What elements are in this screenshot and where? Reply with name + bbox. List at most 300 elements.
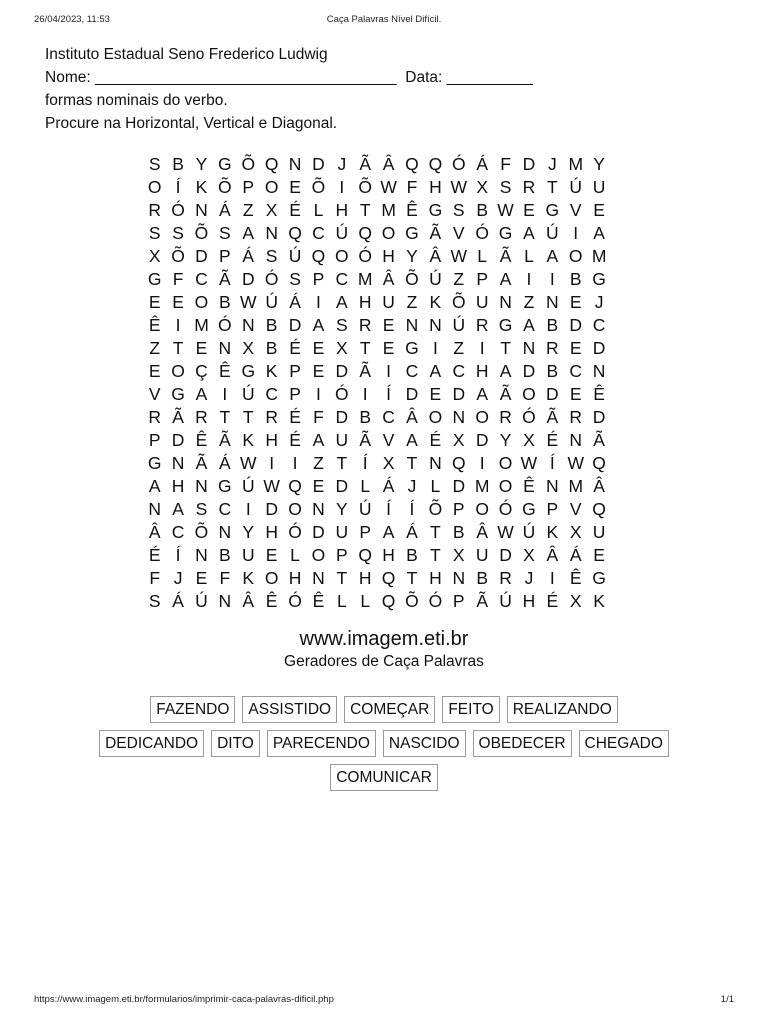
grid-letter: Y xyxy=(406,246,418,266)
grid-letter: E xyxy=(569,292,582,312)
grid-letter: Õ xyxy=(358,177,373,197)
grid-letter: Ê xyxy=(593,384,605,404)
grid-letter: Z xyxy=(523,292,535,312)
grid-letter: U xyxy=(335,522,349,542)
grid-row xyxy=(143,383,629,406)
grid-letter: É xyxy=(289,338,301,358)
grid-letter: Ó xyxy=(288,522,302,542)
grid-letter: Ó xyxy=(475,223,489,243)
site-subtitle: Geradores de Caça Palavras xyxy=(284,653,484,670)
grid-letter: Â xyxy=(406,407,418,427)
grid-letter: Ú xyxy=(522,522,536,542)
grid-letter: Ú xyxy=(241,384,255,404)
grid-letter: N xyxy=(312,568,325,588)
word-item: FEITO xyxy=(442,696,499,723)
grid-letter: Í xyxy=(549,453,555,473)
grid-letter: Y xyxy=(195,154,208,174)
grid-letter: P xyxy=(219,246,231,266)
grid-letter: C xyxy=(592,315,606,335)
grid-letter: O xyxy=(498,476,513,496)
grid-letter: G xyxy=(218,154,232,174)
grid-letter: I xyxy=(362,384,368,404)
grid-letter: P xyxy=(312,269,325,289)
grid-letter: H xyxy=(358,292,372,312)
grid-letter: Z xyxy=(406,292,418,312)
grid-letter: C xyxy=(265,384,278,404)
grid-letter: E xyxy=(148,292,161,312)
grid-letter: Â xyxy=(476,522,488,542)
grid-letter: E xyxy=(569,338,582,358)
grid-letter: Z xyxy=(242,200,254,220)
print-page-number: 1/1 xyxy=(720,994,734,1005)
grid-letter: Í xyxy=(175,545,181,565)
grid-letter: Á xyxy=(219,453,231,473)
grid-letter: A xyxy=(382,522,395,542)
grid-letter: É xyxy=(148,545,161,565)
grid-letter: I xyxy=(339,177,345,197)
grid-letter: T xyxy=(336,568,348,588)
grid-letter: A xyxy=(476,384,488,404)
grid-letter: Á xyxy=(289,292,301,312)
grid-letter: D xyxy=(592,338,606,358)
grid-letter: X xyxy=(569,522,582,542)
grid-letter: D xyxy=(288,315,302,335)
grid-letter: Ê xyxy=(195,430,208,450)
grid-letter: B xyxy=(476,568,488,588)
grid-letter: J xyxy=(524,568,534,588)
grid-letter: I xyxy=(269,453,275,473)
grid-letter: R xyxy=(546,338,559,358)
grid-letter: Ó xyxy=(288,591,302,611)
grid-row xyxy=(143,291,629,314)
grid-letter: N xyxy=(265,223,278,243)
grid-letter: G xyxy=(405,338,419,358)
grid-letter: Q xyxy=(358,223,373,243)
grid-letter: P xyxy=(148,430,161,450)
grid-letter: Q xyxy=(288,476,302,496)
grid-letter: Ã xyxy=(359,361,372,381)
grid-letter: M xyxy=(194,315,209,335)
grid-letter: Õ xyxy=(171,246,185,266)
grid-letter: Í xyxy=(386,499,392,519)
grid-letter: P xyxy=(359,522,372,542)
grid-letter: H xyxy=(429,568,442,588)
grid-letter: P xyxy=(289,361,301,381)
word-item: DITO xyxy=(211,730,260,757)
grid-row xyxy=(143,406,629,429)
grid-letter: O xyxy=(522,384,536,404)
grid-letter: L xyxy=(336,591,347,611)
grid-letter: Õ xyxy=(194,223,209,243)
grid-letter: Z xyxy=(313,453,324,473)
grid-letter: I xyxy=(573,223,579,243)
grid-letter: C xyxy=(195,269,208,289)
grid-letter: A xyxy=(172,499,184,519)
grid-letter: Ú xyxy=(288,246,302,266)
grid-letter: O xyxy=(194,292,209,312)
grid-letter: F xyxy=(406,177,418,197)
grid-letter: Õ xyxy=(428,499,443,519)
grid-letter: Ú xyxy=(195,591,208,611)
grid-letter: Q xyxy=(358,545,373,565)
grid-letter: Ó xyxy=(522,407,536,427)
grid-letter: N xyxy=(522,338,536,358)
grid-letter: G xyxy=(592,568,606,588)
grid-letter: U xyxy=(382,292,395,312)
grid-letter: Â xyxy=(382,154,395,174)
grid-letter: R xyxy=(195,407,208,427)
grid-letter: K xyxy=(195,177,208,197)
grid-letter: H xyxy=(265,430,278,450)
grid-letter: I xyxy=(526,269,532,289)
grid-letter: F xyxy=(172,269,184,289)
grid-letter: Ã xyxy=(172,407,184,427)
grid-letter: S xyxy=(289,269,301,289)
grid-letter: Z xyxy=(453,269,465,289)
grid-letter: S xyxy=(148,223,161,243)
grid-letter: H xyxy=(382,545,395,565)
grid-letter: A xyxy=(195,384,208,404)
grid-letter: E xyxy=(312,338,325,358)
grid-letter: Í xyxy=(386,384,392,404)
grid-letter: S xyxy=(148,154,161,174)
grid-row xyxy=(143,590,629,613)
word-item: DEDICANDO xyxy=(99,730,204,757)
grid-letter: N xyxy=(546,476,559,496)
grid-letter: N xyxy=(592,361,606,381)
grid-letter: H xyxy=(475,361,489,381)
grid-letter: A xyxy=(429,361,442,381)
grid-letter: L xyxy=(360,591,371,611)
grid-letter: P xyxy=(546,499,559,519)
grid-letter: Ç xyxy=(195,361,208,381)
grid-letter: X xyxy=(569,591,582,611)
grid-letter: L xyxy=(313,200,324,220)
grid-letter: G xyxy=(522,499,536,519)
grid-letter: Á xyxy=(242,246,255,266)
grid-letter: T xyxy=(242,407,254,427)
instruction-line: Procure na Horizontal, Vertical e Diagonal. xyxy=(45,115,338,132)
grid-letter: P xyxy=(452,499,465,519)
grid-letter: W xyxy=(520,453,538,473)
grid-letter: O xyxy=(498,453,513,473)
grid-row xyxy=(143,521,629,544)
grid-letter: G xyxy=(592,269,606,289)
grid-letter: D xyxy=(499,545,512,565)
print-url: https://www.imagem.eti.br/formularios/imprimir-caca-palavras-dificil.php xyxy=(34,994,334,1005)
grid-letter: Ú xyxy=(499,591,512,611)
grid-letter: U xyxy=(241,545,255,565)
grid-letter: O xyxy=(311,545,326,565)
grid-letter: D xyxy=(452,476,466,496)
grid-letter: Q xyxy=(264,154,279,174)
grid-letter: K xyxy=(546,522,559,542)
word-search-grid xyxy=(143,153,629,613)
grid-letter: J xyxy=(547,154,557,174)
grid-letter: D xyxy=(546,384,559,404)
grid-letter: Q xyxy=(428,154,443,174)
grid-letter: T xyxy=(546,177,558,197)
grid-letter: S xyxy=(265,246,278,266)
word-item: REALIZANDO xyxy=(507,696,618,723)
grid-letter: G xyxy=(405,223,419,243)
grid-letter: Ã xyxy=(359,154,372,174)
site-url: www.imagem.eti.br xyxy=(299,628,469,650)
grid-letter: K xyxy=(242,568,255,588)
grid-letter: G xyxy=(241,361,256,381)
word-item: PARECENDO xyxy=(267,730,376,757)
grid-letter: D xyxy=(452,384,466,404)
grid-row xyxy=(143,452,629,475)
grid-letter: K xyxy=(593,591,605,611)
grid-letter: G xyxy=(218,476,232,496)
grid-letter: C xyxy=(382,407,395,427)
grid-letter: C xyxy=(452,361,466,381)
grid-letter: W xyxy=(239,453,257,473)
word-item: OBEDECER xyxy=(473,730,572,757)
grid-letter: Ã xyxy=(499,384,512,404)
grid-letter: T xyxy=(336,453,348,473)
grid-letter: K xyxy=(265,361,278,381)
grid-row xyxy=(143,429,629,452)
grid-letter: E xyxy=(312,476,325,496)
grid-letter: R xyxy=(475,315,489,335)
grid-letter: Ú xyxy=(546,223,559,243)
grid-letter: E xyxy=(593,545,605,565)
grid-letter: Á xyxy=(569,545,582,565)
grid-letter: Q xyxy=(381,568,396,588)
grid-letter: I xyxy=(245,499,251,519)
grid-letter: D xyxy=(312,154,325,174)
grid-letter: I xyxy=(549,568,555,588)
grid-letter: Ã xyxy=(219,269,231,289)
grid-letter: J xyxy=(594,292,604,312)
grid-letter: H xyxy=(522,591,536,611)
grid-letter: E xyxy=(569,384,582,404)
print-timestamp: 26/04/2023, 11:53 xyxy=(34,14,110,25)
grid-letter: R xyxy=(499,407,512,427)
grid-letter: Õ xyxy=(311,177,326,197)
grid-letter: M xyxy=(474,476,490,496)
grid-letter: É xyxy=(289,200,301,220)
grid-letter: A xyxy=(546,246,559,266)
grid-letter: R xyxy=(358,315,372,335)
grid-letter: Ã xyxy=(476,591,488,611)
grid-letter: I xyxy=(292,453,298,473)
grid-letter: X xyxy=(476,177,488,197)
grid-letter: N xyxy=(312,499,325,519)
grid-letter: W xyxy=(567,453,584,473)
word-item: FAZENDO xyxy=(150,696,235,723)
grid-letter: H xyxy=(288,568,302,588)
grid-letter: J xyxy=(337,154,347,174)
grid-letter: W xyxy=(497,200,514,220)
grid-letter: B xyxy=(172,154,184,174)
grid-row xyxy=(143,337,629,360)
grid-row xyxy=(143,314,629,337)
grid-letter: B xyxy=(569,269,582,289)
grid-letter: Õ xyxy=(405,591,419,611)
print-page-title: Caça Palavras Nível Difícil. xyxy=(326,14,442,25)
grid-row xyxy=(143,199,629,222)
grid-letter: S xyxy=(172,223,184,243)
grid-letter: Q xyxy=(451,453,466,473)
grid-letter: I xyxy=(386,361,392,381)
grid-letter: N xyxy=(218,591,232,611)
grid-letter: S xyxy=(219,223,231,243)
grid-letter: N xyxy=(429,315,442,335)
grid-letter: E xyxy=(382,315,395,335)
grid-letter: E xyxy=(172,292,184,312)
grid-letter: E xyxy=(265,545,278,565)
grid-letter: N xyxy=(218,522,232,542)
grid-letter: D xyxy=(522,361,536,381)
grid-letter: H xyxy=(171,476,185,496)
grid-letter: Á xyxy=(382,476,395,496)
grid-letter: Ó xyxy=(451,154,466,174)
grid-letter: É xyxy=(429,430,442,450)
grid-letter: I xyxy=(479,453,485,473)
grid-letter: Ó xyxy=(358,246,373,266)
grid-letter: B xyxy=(219,545,231,565)
grid-letter: R xyxy=(265,407,278,427)
grid-letter: Ê xyxy=(523,476,535,496)
grid-letter: A xyxy=(312,430,325,450)
grid-letter: É xyxy=(546,591,559,611)
grid-letter: Q xyxy=(381,591,396,611)
grid-letter: R xyxy=(148,200,162,220)
grid-letter: Q xyxy=(592,453,606,473)
grid-letter: D xyxy=(335,361,349,381)
grid-letter: T xyxy=(430,545,441,565)
grid-letter: N xyxy=(546,292,559,312)
grid-letter: S xyxy=(195,499,208,519)
grid-letter: X xyxy=(523,430,535,450)
grid-letter: O xyxy=(288,499,302,519)
grid-letter: B xyxy=(406,545,418,565)
grid-letter: D xyxy=(171,430,185,450)
grid-letter: Ê xyxy=(219,361,231,381)
grid-letter: A xyxy=(335,292,348,312)
grid-letter: W xyxy=(380,177,397,197)
word-item: COMEÇAR xyxy=(344,696,435,723)
grid-letter: D xyxy=(475,430,489,450)
grid-letter: O xyxy=(264,177,279,197)
grid-row xyxy=(143,544,629,567)
grid-letter: U xyxy=(475,292,489,312)
grid-letter: É xyxy=(289,407,301,427)
grid-letter: A xyxy=(242,223,255,243)
grid-letter: X xyxy=(452,430,465,450)
grid-letter: E xyxy=(593,200,605,220)
grid-letter: P xyxy=(289,384,301,404)
grid-letter: Â xyxy=(242,591,255,611)
grid-letter: J xyxy=(173,568,183,588)
grid-letter: I xyxy=(549,269,555,289)
grid-letter: B xyxy=(359,407,372,427)
grid-letter: I xyxy=(315,384,321,404)
grid-letter: I xyxy=(222,384,228,404)
grid-letter: Õ xyxy=(405,269,419,289)
grid-letter: É xyxy=(546,430,559,450)
grid-letter: Â xyxy=(382,269,395,289)
grid-letter: C xyxy=(218,499,232,519)
grid-letter: I xyxy=(432,338,438,358)
grid-letter: Q xyxy=(592,499,606,519)
grid-letter: A xyxy=(523,315,535,335)
grid-letter: B xyxy=(546,315,559,335)
print-header xyxy=(34,14,734,28)
grid-row xyxy=(143,176,629,199)
grid-letter: G xyxy=(147,453,162,473)
grid-row xyxy=(143,245,629,268)
grid-letter: Ã xyxy=(219,430,231,450)
grid-letter: L xyxy=(430,476,441,496)
grid-letter: V xyxy=(452,223,465,243)
grid-letter: Z xyxy=(149,338,161,358)
grid-letter: N xyxy=(218,338,232,358)
grid-letter: Â xyxy=(546,545,559,565)
grid-letter: W xyxy=(239,292,257,312)
grid-letter: Á xyxy=(406,522,418,542)
grid-letter: O xyxy=(568,246,583,266)
worksheet-intro xyxy=(45,43,685,135)
grid-letter: N xyxy=(499,292,512,312)
grid-letter: D xyxy=(195,246,208,266)
grid-letter: N xyxy=(288,154,302,174)
grid-letter: Ã xyxy=(546,407,559,427)
grid-letter: N xyxy=(195,545,208,565)
grid-letter: É xyxy=(289,430,301,450)
grid-letter: N xyxy=(148,499,162,519)
grid-letter: N xyxy=(171,453,185,473)
grid-letter: Ú xyxy=(452,315,466,335)
grid-letter: Õ xyxy=(218,177,232,197)
grid-row xyxy=(143,222,629,245)
grid-letter: N xyxy=(241,315,255,335)
word-item: CHEGADO xyxy=(579,730,669,757)
grid-letter: Â xyxy=(593,476,605,496)
grid-letter: R xyxy=(569,407,583,427)
grid-letter: H xyxy=(382,246,395,266)
grid-letter: K xyxy=(242,430,255,450)
grid-letter: Ã xyxy=(429,223,442,243)
grid-letter: G xyxy=(498,315,513,335)
grid-letter: B xyxy=(265,315,278,335)
grid-letter: D xyxy=(592,407,606,427)
grid-letter: X xyxy=(523,545,535,565)
grid-letter: V xyxy=(382,430,395,450)
grid-letter: C xyxy=(171,522,185,542)
grid-letter: Ê xyxy=(148,315,161,335)
grid-letter: Í xyxy=(409,499,415,519)
grid-letter: M xyxy=(568,154,584,174)
grid-letter: H xyxy=(429,177,442,197)
grid-letter: M xyxy=(591,246,607,266)
grid-letter: P xyxy=(335,545,348,565)
grid-letter: W xyxy=(450,246,468,266)
grid-letter: Í xyxy=(362,453,368,473)
grid-letter: D xyxy=(335,476,349,496)
grid-letter: T xyxy=(219,407,231,427)
grid-letter: Í xyxy=(175,177,181,197)
grid-letter: X xyxy=(148,246,161,266)
grid-letter: F xyxy=(149,568,161,588)
grid-letter: L xyxy=(477,246,488,266)
grid-letter: N xyxy=(405,315,419,335)
grid-letter: H xyxy=(335,200,349,220)
grid-letter: E xyxy=(195,568,208,588)
